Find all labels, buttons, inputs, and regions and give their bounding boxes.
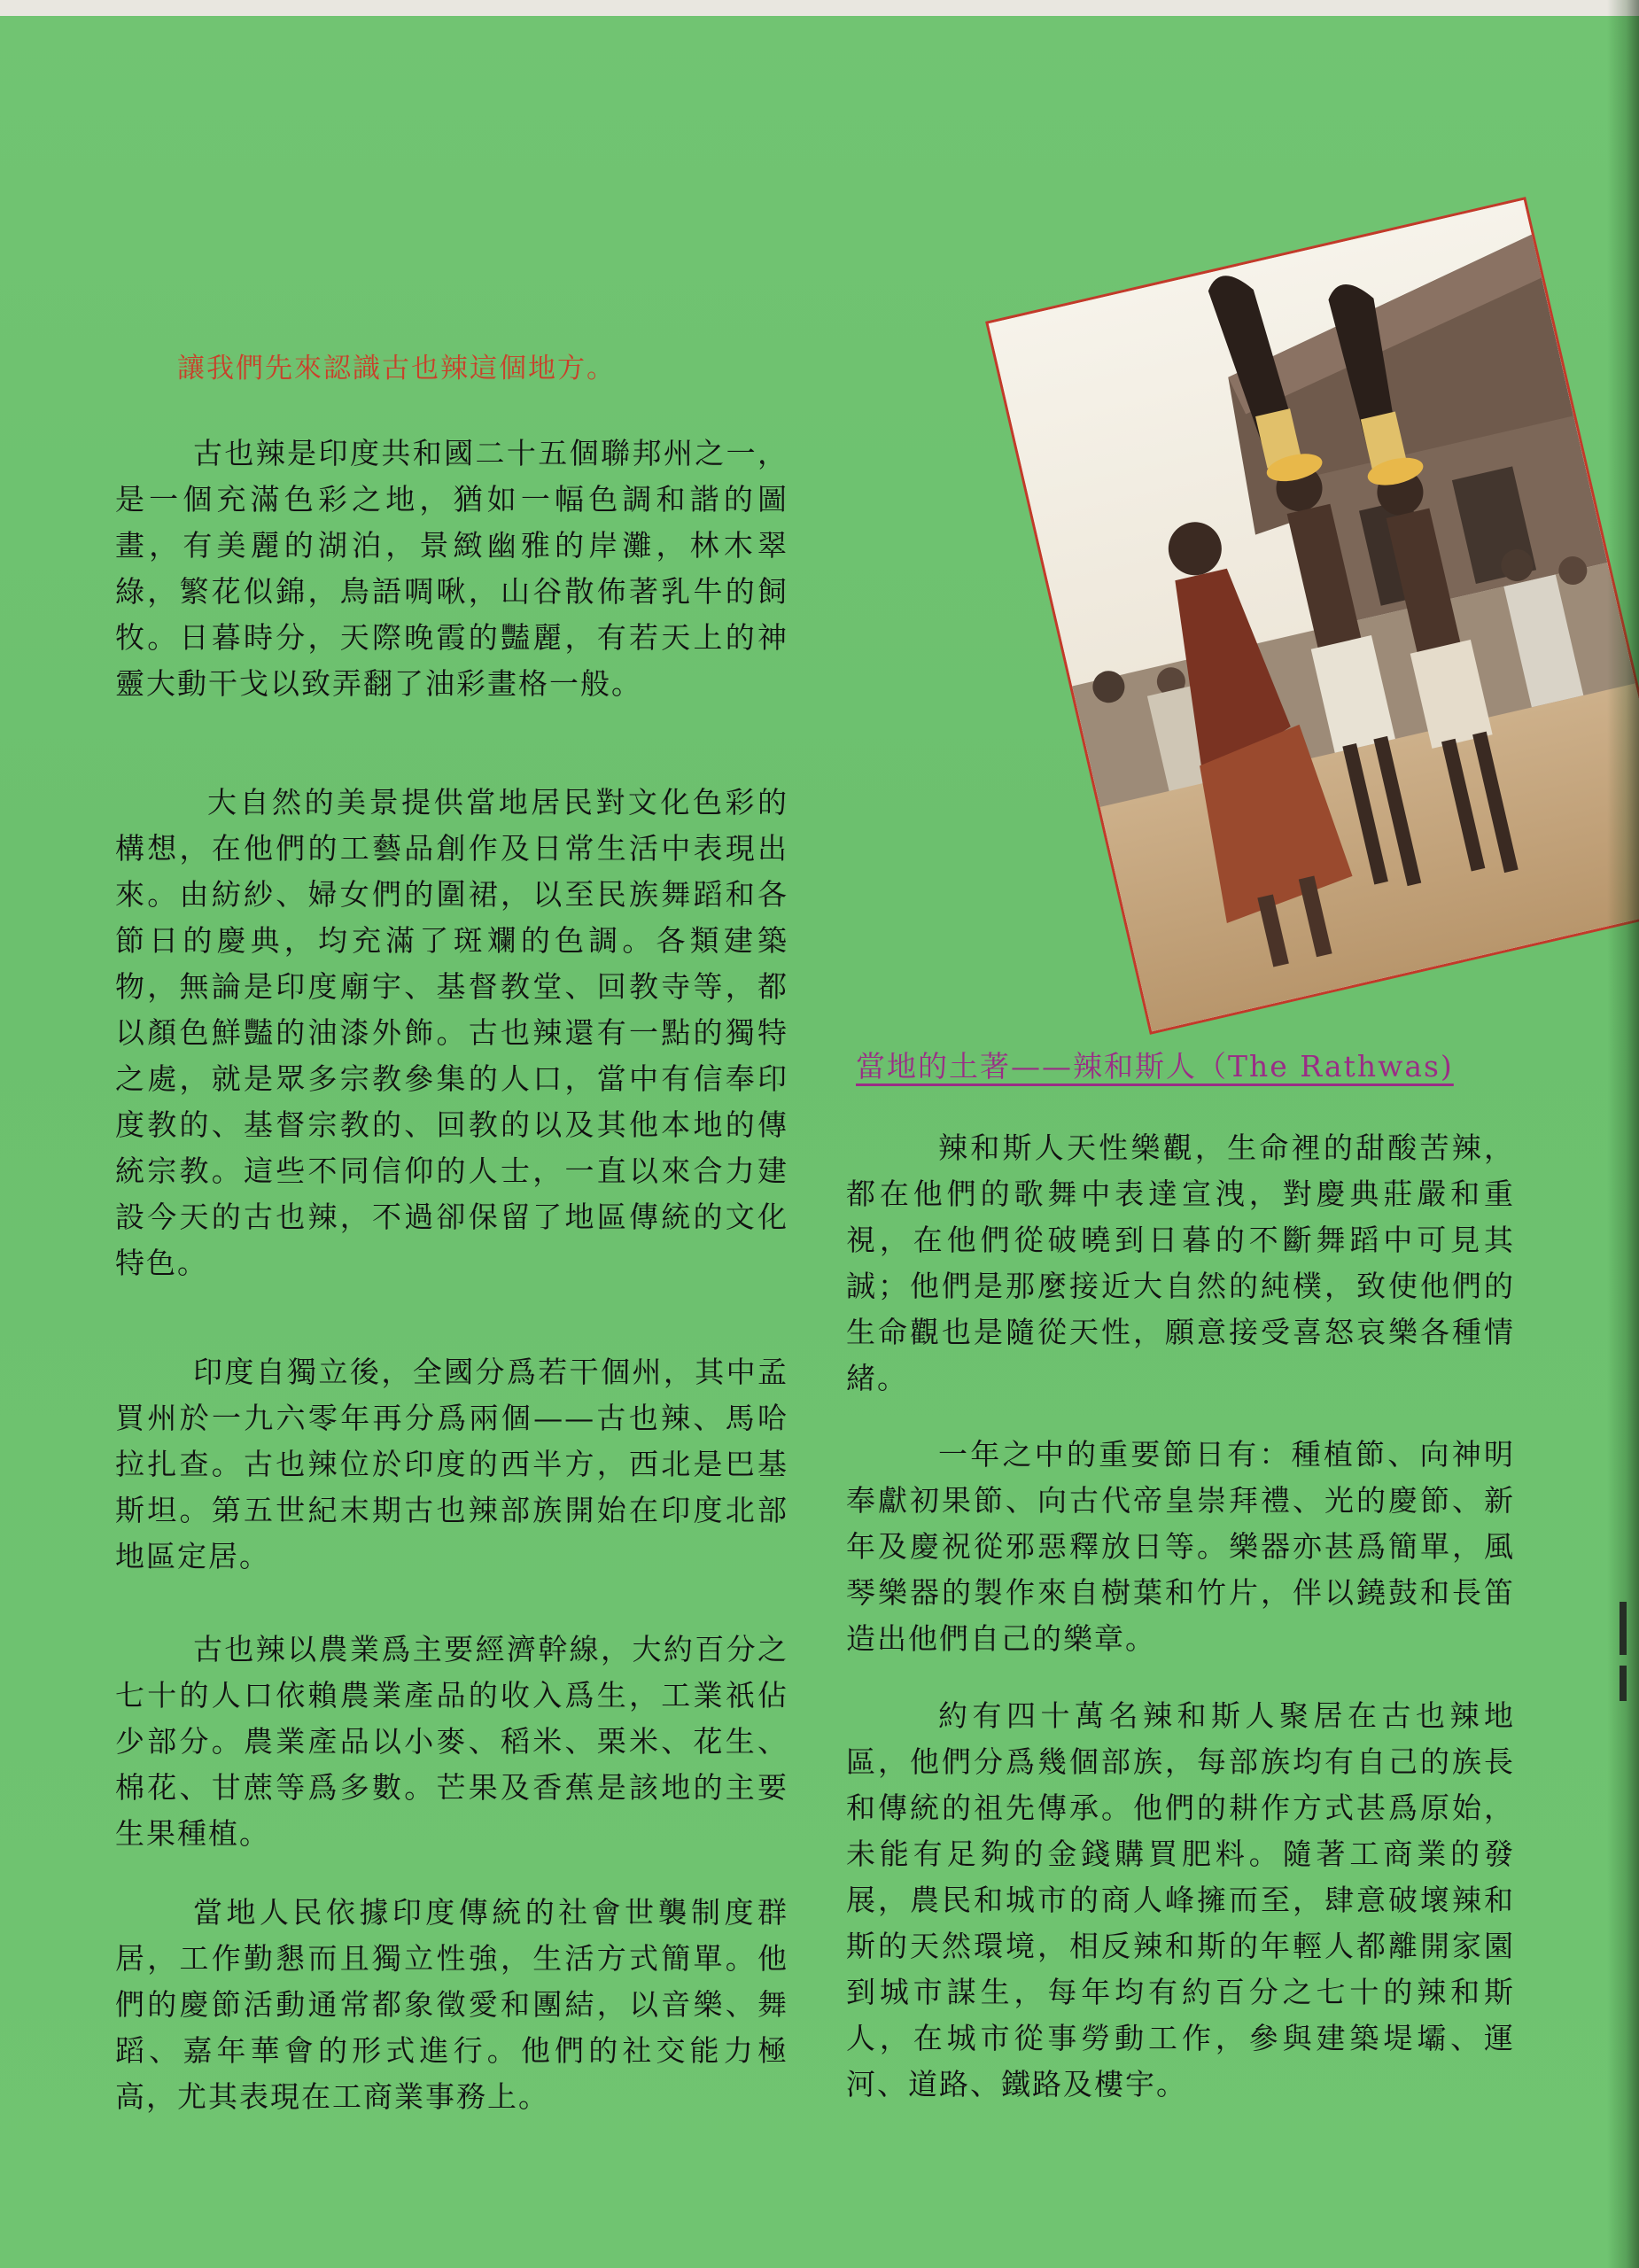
page-edge-shadow	[1607, 0, 1639, 2268]
scan-top-margin	[0, 0, 1639, 16]
left-paragraph-1: 古也辣是印度共和國二十五個聯邦州之一，是一個充滿色彩之地，猶如一幅色調和諧的圖畫，有美麗的湖泊，景緻幽雅的岸灘，林木翠綠，繁花似錦，鳥語啁啾，山谷散佈著乳牛的飼牧。日暮時分，天際晚霞的豔麗，有若天上的神靈大動干戈以致弄翻了油彩畫格一般。	[115, 436, 788, 701]
intro-heading: 讓我們先來認識古也辣這個地方。	[177, 353, 616, 384]
right-paragraph-2: 一年之中的重要節日有：種植節、向神明奉獻初果節、向古代帝皇崇拜禮、光的慶節、新年及慶祝從邪惡釋放日等。樂器亦甚爲簡單，風琴樂器的製作來自樹葉和竹片，伴以鐃鼓和長笛造出他們自己的樂章。	[846, 1437, 1515, 1656]
rathwa-dancers-photo	[989, 200, 1639, 1031]
right-paragraph-1: 辣和斯人天性樂觀，生命裡的甜酸苦辣，都在他們的歌舞中表達宣洩，對慶典莊嚴和重視，在他們從破曉到日暮的不斷舞蹈中可見其誠；他們是那麼接近大自然的純樸，致使他們的生命觀也是隨從天性，願意接受喜怒哀樂各種情緒。	[846, 1130, 1515, 1395]
dancers-photo-frame	[989, 200, 1639, 1031]
rathwas-section-heading: 當地的土著——辣和斯人（The Rathwas)	[856, 1049, 1454, 1084]
left-paragraph-3: 印度自獨立後，全國分爲若干個州，其中孟買州於一九六零年再分爲兩個——古也辣、馬哈拉扎查。古也辣位於印度的西半方，西北是巴基斯坦。第五世紀末期古也辣部族開始在印度北部地區定居。	[115, 1355, 788, 1573]
left-paragraph-5: 當地人民依據印度傳統的社會世襲制度群居，工作勤懇而且獨立性強，生活方式簡單。他們的慶節活動通常都象徵愛和團結，以音樂、舞蹈、嘉年華會的形式進行。他們的社交能力極高，尤其表現在工商業事務上。	[115, 1895, 788, 2114]
right-paragraph-3: 約有四十萬名辣和斯人聚居在古也辣地區，他們分爲幾個部族，每部族均有自己的族長和傳統的祖先傳承。他們的耕作方式甚爲原始，未能有足夠的金錢購買肥料。隨著工商業的發展，農民和城市的商人峰擁而至，肆意破壞辣和斯的天然環境，相反辣和斯的年輕人都離開家園到城市謀生，每年均有約百分之七十的辣和斯人，在城市從事勞動工作，參與建築堤壩、運河、道路、鐵路及樓宇。	[846, 1698, 1515, 2101]
left-paragraph-2: 大自然的美景提供當地居民對文化色彩的構想，在他們的工藝品創作及日常生活中表現出來。由紡紗、婦女們的圍裙，以至民族舞蹈和各節日的慶典，均充滿了斑斕的色調。各類建築物，無論是印度廟宇、基督教堂、回教寺等，都以顏色鮮豔的油漆外飾。古也辣還有一點的獨特之處，就是眾多宗教參集的人口，當中有信奉印度教的、基督宗教的、回教的以及其他本地的傳統宗教。這些不同信仰的人士，一直以來合力建設今天的古也辣，不過卻保留了地區傳統的文化特色。	[115, 785, 788, 1280]
left-paragraph-4: 古也辣以農業爲主要經濟幹線，大約百分之七十的人口依賴農業產品的收入爲生，工業祇佔少部分。農業產品以小麥、稻米、栗米、花生、棉花、甘蔗等爲多數。芒果及香蕉是該地的主要生果種植。	[115, 1632, 788, 1851]
